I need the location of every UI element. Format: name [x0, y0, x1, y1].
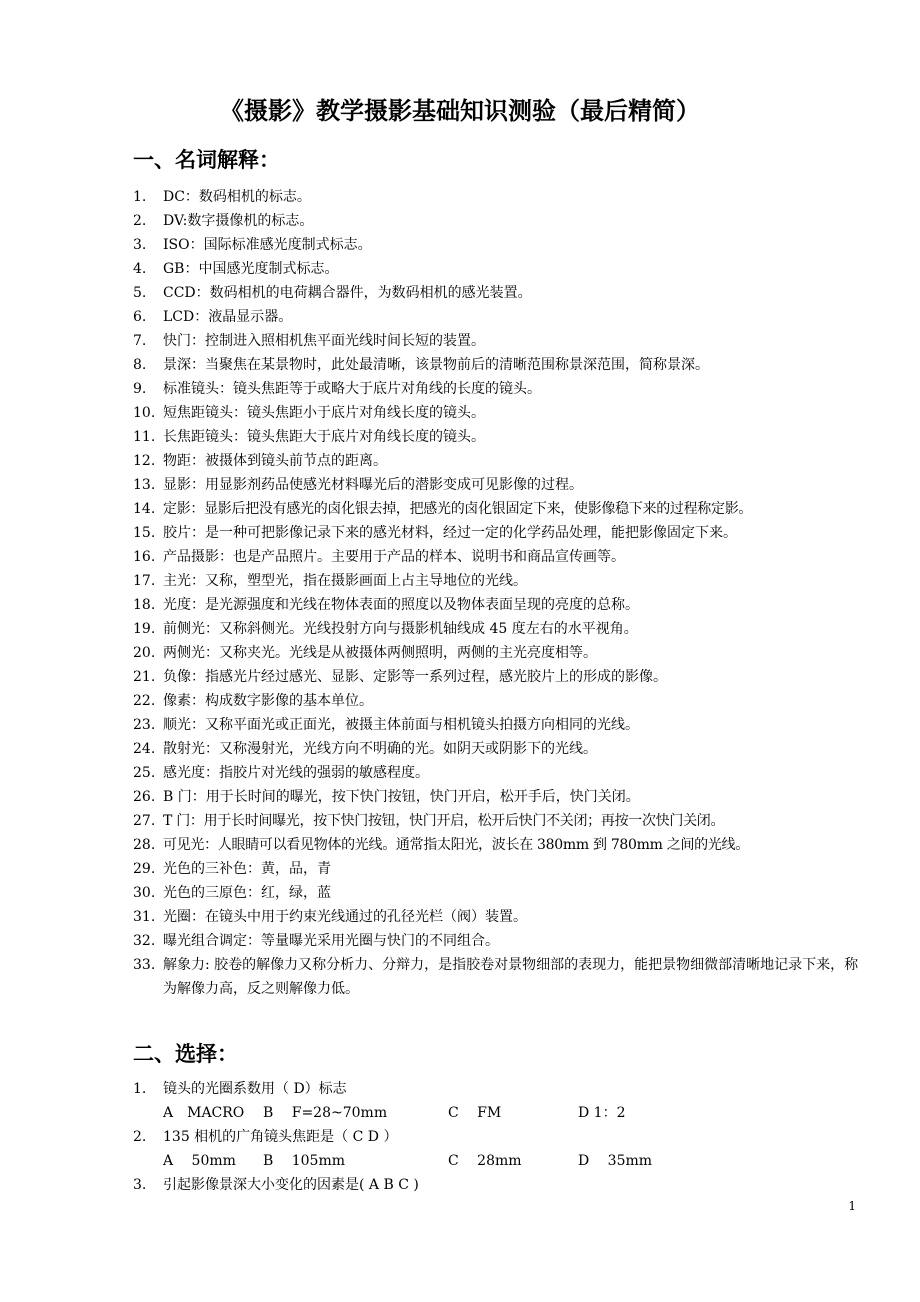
- answer-option: D 1：2: [578, 1105, 626, 1121]
- section-heading-definitions: 一、名词解释：: [133, 148, 280, 172]
- definition-item: [133, 305, 863, 329]
- option-row: [133, 1149, 863, 1173]
- definition-item: [133, 929, 863, 953]
- definition-item: [133, 185, 863, 209]
- definition-item: [133, 545, 863, 569]
- answer-option: B F=28~70mm: [263, 1105, 388, 1121]
- item-text: 光色的三原色：红，绿，蓝: [163, 885, 331, 901]
- question-number: 2.: [133, 1129, 147, 1145]
- item-number: 12.: [133, 453, 156, 469]
- question-number: 3.: [133, 1177, 147, 1193]
- item-text: 产品摄影：也是产品照片。主要用于产品的样本、说明书和商品宣传画等。: [163, 549, 625, 565]
- definition-item: [133, 497, 863, 521]
- item-number: 1.: [133, 189, 147, 205]
- item-number: 31.: [133, 909, 156, 925]
- item-text: DV:数字摄像机的标志。: [163, 213, 314, 229]
- definition-item: [133, 521, 863, 545]
- item-text: B 门：用于长时间的曝光，按下快门按钮，快门开启，松开手后，快门关闭。: [163, 789, 640, 805]
- definition-item: [133, 617, 863, 641]
- item-number: 32.: [133, 933, 156, 949]
- definition-item: [133, 857, 863, 881]
- definition-item: [133, 473, 863, 497]
- item-text: CCD：数码相机的电荷耦合器件，为数码相机的感光装置。: [163, 285, 532, 301]
- question-text: 镜头的光圈系数用（ D）标志: [163, 1081, 347, 1097]
- item-text: 短焦距镜头：镜头焦距小于底片对角线长度的镜头。: [163, 405, 485, 421]
- definition-item: [133, 881, 863, 905]
- item-number: 26.: [133, 789, 156, 805]
- item-text: DC：数码相机的标志。: [163, 189, 311, 205]
- definition-item: [133, 425, 863, 449]
- item-text: 长焦距镜头：镜头焦距大于底片对角线长度的镜头。: [163, 429, 485, 445]
- item-number: 19.: [133, 621, 156, 637]
- item-text: T 门：用于长时间曝光，按下快门按钮，快门开启，松开后快门不关闭；再按一次快门关闭。: [163, 813, 725, 829]
- definition-item: [133, 737, 863, 761]
- definition-item: [133, 281, 863, 305]
- item-number: 6.: [133, 309, 147, 325]
- item-text: 前侧光：又称斜侧光。光线投射方向与摄影机轴线成 45 度左右的水平视角。: [163, 621, 638, 637]
- answer-option: B 105mm: [263, 1153, 346, 1169]
- item-number: 14.: [133, 501, 156, 517]
- question-text: 135 相机的广角镜头焦距是（ C D ）: [163, 1129, 398, 1145]
- item-number: 24.: [133, 741, 156, 757]
- definition-item: [133, 449, 863, 473]
- item-text: 光圈：在镜头中用于约束光线通过的孔径光栏（阀）装置。: [163, 909, 527, 925]
- item-text: 主光：又称，塑型光，指在摄影画面上占主导地位的光线。: [163, 573, 527, 589]
- item-text: 显影：用显影剂药品使感光材料曝光后的潜影变成可见影像的过程。: [163, 477, 583, 493]
- definition-item: [133, 233, 863, 257]
- definitions-list: [133, 185, 863, 1001]
- answer-option: A 50mm: [163, 1153, 236, 1169]
- item-number: 10.: [133, 405, 156, 421]
- item-text: 可见光：人眼睛可以看见物体的光线。通常指太阳光，波长在 380mm 到 780mm 之间的光线。: [163, 837, 749, 853]
- definition-item: [133, 353, 863, 377]
- item-text: 胶片：是一种可把影像记录下来的感光材料，经过一定的化学药品处理，能把影像固定下来。: [163, 525, 737, 541]
- item-number: 5.: [133, 285, 147, 301]
- item-number: 2.: [133, 213, 147, 229]
- definition-item: [133, 593, 863, 617]
- item-number: 27.: [133, 813, 156, 829]
- item-text: 感光度：指胶片对光线的强弱的敏感程度。: [163, 765, 429, 781]
- definition-item: [133, 329, 863, 353]
- item-number: 3.: [133, 237, 147, 253]
- item-number: 8.: [133, 357, 147, 373]
- definition-item: [133, 689, 863, 713]
- item-number: 18.: [133, 597, 156, 613]
- section-heading-choices: 二、选择：: [133, 1042, 238, 1066]
- definition-item: [133, 377, 863, 401]
- item-text: 像素：构成数字影像的基本单位。: [163, 693, 373, 709]
- item-number: 9.: [133, 381, 147, 397]
- item-text: ISO：国际标准感光度制式标志。: [163, 237, 372, 253]
- item-number: 13.: [133, 477, 156, 493]
- question-item: [133, 1173, 863, 1197]
- item-number: 21.: [133, 669, 156, 685]
- item-number: 28.: [133, 837, 156, 853]
- definition-item: [133, 569, 863, 593]
- answer-option: D 35mm: [578, 1153, 653, 1169]
- question-item: [133, 1077, 863, 1101]
- answer-option: A MACRO: [163, 1105, 245, 1121]
- item-number: 33.: [133, 957, 156, 973]
- definition-item: [133, 809, 863, 833]
- item-number: 30.: [133, 885, 156, 901]
- definition-item: [133, 665, 863, 689]
- item-text: 两侧光：又称夹光。光线是从被摄体两侧照明，两侧的主光亮度相等。: [163, 645, 597, 661]
- item-text: 散射光：又称漫射光，光线方向不明确的光。如阴天或阴影下的光线。: [163, 741, 597, 757]
- item-number: 11.: [133, 429, 156, 445]
- item-number: 17.: [133, 573, 156, 589]
- item-number: 25.: [133, 765, 156, 781]
- item-text: 光度：是光源强度和光线在物体表面的照度以及物体表面呈现的亮度的总称。: [163, 597, 639, 613]
- item-number: 23.: [133, 717, 156, 733]
- item-text: 曝光组合调定：等量曝光采用光圈与快门的不同组合。: [163, 933, 499, 949]
- item-text: 景深：当聚焦在某景物时，此处最清晰，该景物前后的清晰范围称景深范围，简称景深。: [163, 357, 709, 373]
- item-text: 解象力: 胶卷的解像力又称分析力、分辩力，是指胶卷对景物细部的表现力，能把景物细微部清晰地记录下来，称为解像力高，反之则解像力低。: [163, 957, 859, 997]
- item-number: 29.: [133, 861, 156, 877]
- page-number: 1: [848, 1199, 856, 1213]
- item-number: 15.: [133, 525, 156, 541]
- item-number: 20.: [133, 645, 156, 661]
- definition-item: [133, 785, 863, 809]
- page-title: 《摄影》教学摄影基础知识测验（最后精简）: [220, 97, 700, 125]
- item-text: 顺光：又称平面光或正面光，被摄主体前面与相机镜头拍摄方向相同的光线。: [163, 717, 639, 733]
- answer-option: C 28mm: [448, 1153, 522, 1169]
- item-text: 快门：控制进入照相机焦平面光线时间长短的装置。: [163, 333, 485, 349]
- definition-item: [133, 761, 863, 785]
- item-text: LCD：液晶显示器。: [163, 309, 293, 325]
- definition-item: [133, 953, 863, 1001]
- item-number: 22.: [133, 693, 156, 709]
- definition-item: [133, 257, 863, 281]
- question-text: 引起影像景深大小变化的因素是( A B C ): [163, 1177, 419, 1193]
- item-number: 4.: [133, 261, 147, 277]
- choices-list: [133, 1077, 863, 1197]
- item-text: 定影：显影后把没有感光的卤化银去掉，把感光的卤化银固定下来，使影像稳下来的过程称定影。: [163, 501, 753, 517]
- answer-option: C FM: [448, 1105, 502, 1121]
- item-text: GB：中国感光度制式标志。: [163, 261, 339, 277]
- item-text: 物距：被摄体到镜头前节点的距离。: [163, 453, 387, 469]
- definition-item: [133, 401, 863, 425]
- item-number: 7.: [133, 333, 147, 349]
- definition-item: [133, 641, 863, 665]
- item-number: 16.: [133, 549, 156, 565]
- definition-item: [133, 713, 863, 737]
- definition-item: [133, 905, 863, 929]
- question-number: 1.: [133, 1081, 147, 1097]
- question-item: [133, 1125, 863, 1149]
- item-text: 标准镜头：镜头焦距等于或略大于底片对角线的长度的镜头。: [163, 381, 541, 397]
- item-text: 光色的三补色：黄，品，青: [163, 861, 331, 877]
- definition-item: [133, 833, 863, 857]
- option-row: [133, 1101, 863, 1125]
- definition-item: [133, 209, 863, 233]
- item-text: 负像：指感光片经过感光、显影、定影等一系列过程，感光胶片上的形成的影像。: [163, 669, 667, 685]
